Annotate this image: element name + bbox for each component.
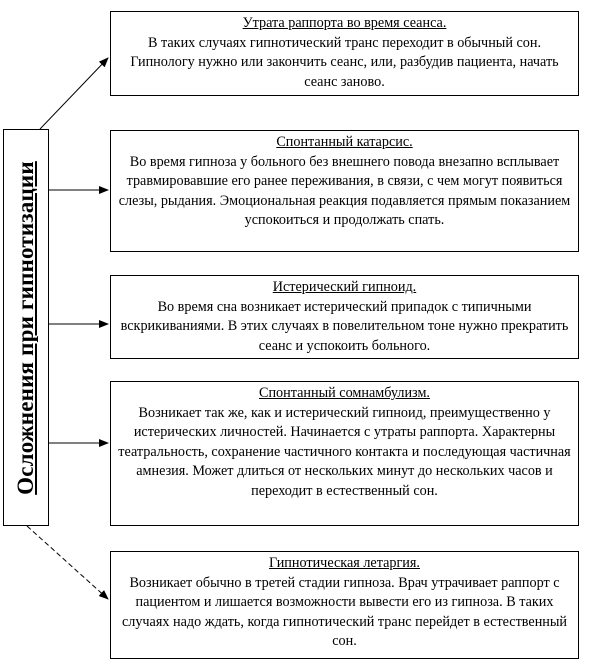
box-spontaneous-somnambulism [110,381,579,526]
box-hypnotic-lethargy [110,551,579,659]
box-rapport-loss [110,11,579,96]
arrow-to-box-5 [27,526,108,599]
box-title: Спонтанный катарсис. [276,134,413,150]
box-title: Истерический гипноид. [272,279,417,295]
box-title: Утрата раппорта во время сеанса. [242,15,447,31]
box-text: Возникает обычно в третей стадии гипноза. Врач утрачивает раппорт с пациентом и лишается возможности вывести его из гипноза. В таких случаях надо ждать, когда гипнотический транс перейдет в естественный сон. [121,574,568,649]
box-text: Во время гипноза у больного без внешнего повода внезапно всплывает травмировавшие его ранее переживания, в связи, с чем могут появиться слезы, рыдания. Эмоциональная реакция подавляется прямым показанием успокоиться и продолжать спать. [118,153,571,228]
box-spontaneous-catharsis [110,130,579,252]
box-text: Возникает так же, как и истерический гипноид, преимущественно у истерических личностей. Начинается с утраты раппорта. Характерны театральность, сохранение частичного контакта и последующая частичная амнезия. Может длиться от нескольких минут до нескольких часов и переходит в естественный сон. [118,404,571,499]
box-text: В таких случаях гипнотический транс переходит в обычный сон. Гипнологу нужно или закончить сеанс, или, разбудив пациента, начать сеанс заново. [130,34,559,90]
arrow-to-box-1 [40,58,108,129]
complications-label: Осложнения при гипнотизации [13,160,38,495]
box-hysterical-hypnoid [110,275,579,359]
complications-label-box [3,129,49,526]
box-title: Спонтанный сомнамбулизм. [259,385,430,401]
box-title: Гипнотическая летаргия. [269,555,420,571]
box-text: Во время сна возникает истерический припадок с типичными вскрикиваниями. В этих случаях в повелительном тоне нужно прекратить сеанс и успокоить больного. [120,298,569,354]
